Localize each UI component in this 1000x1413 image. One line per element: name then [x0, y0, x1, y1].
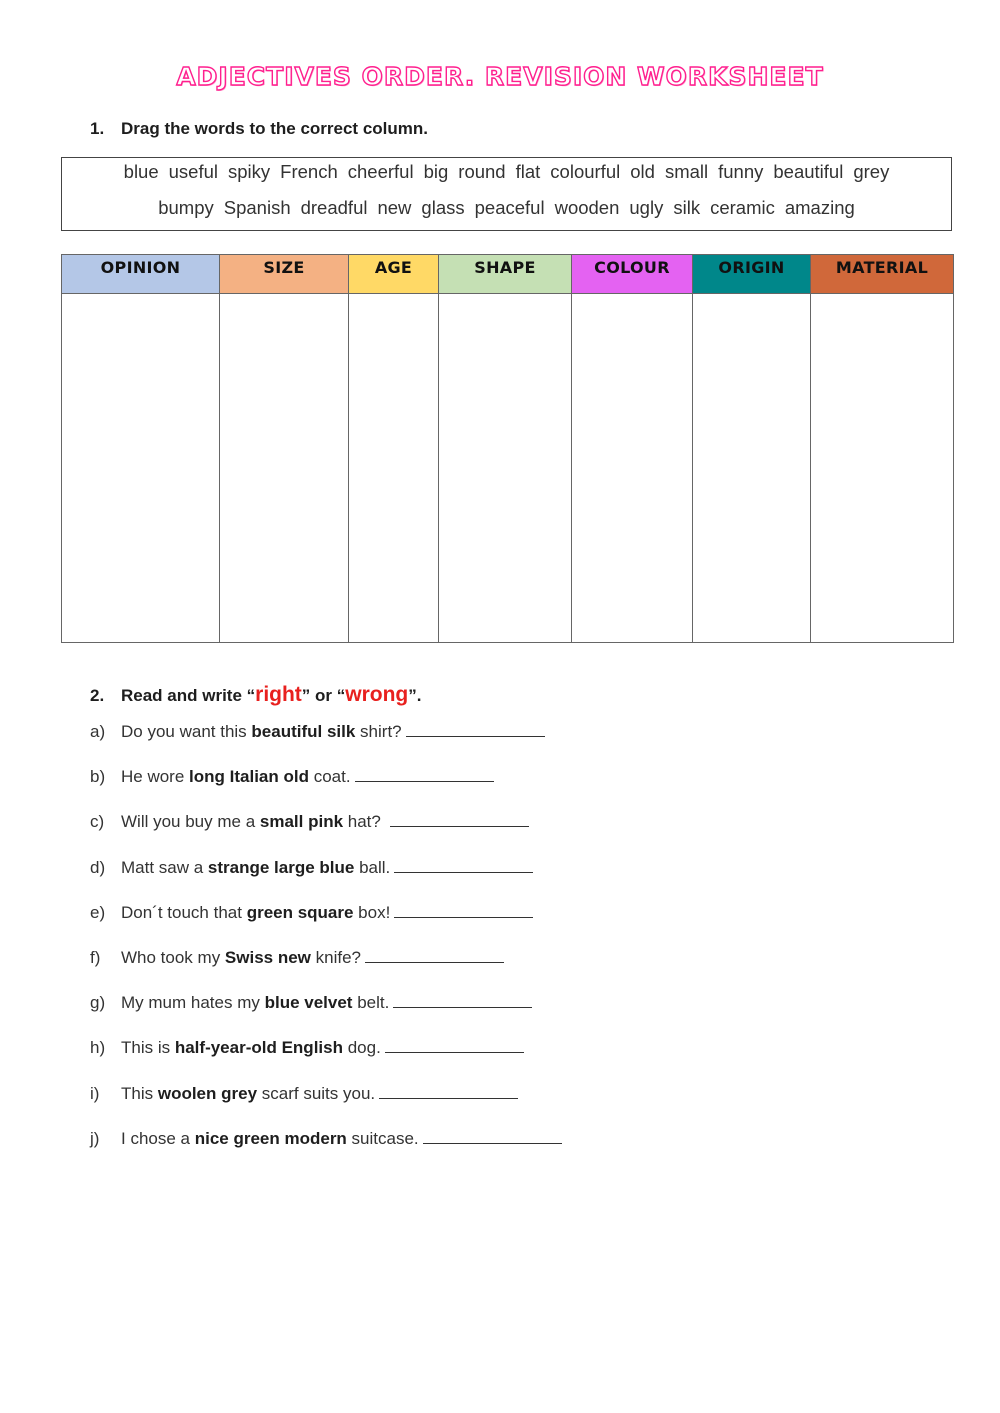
sentence-adjectives: half-year-old English — [174, 1038, 343, 1058]
sentence-item — [90, 722, 690, 767]
draggable-word[interactable]: round — [458, 161, 506, 182]
draggable-word[interactable]: spiky — [228, 161, 271, 182]
sentence-item — [90, 1084, 690, 1129]
sentence-item — [90, 812, 690, 857]
sentence-adjectives: nice green modern — [194, 1128, 347, 1148]
word-bank-line-1 — [62, 159, 951, 195]
column-header-material: MATERIAL — [811, 255, 954, 294]
sentence-letter: h) — [90, 1038, 106, 1058]
answer-blank[interactable] — [379, 1084, 518, 1099]
sentence-text-before: Don´t touch that — [121, 902, 247, 922]
answer-blank[interactable] — [394, 858, 533, 873]
draggable-word[interactable]: old — [630, 161, 655, 182]
sentence-letter: f) — [90, 947, 101, 967]
question-2-middle: ” or “ — [301, 686, 346, 705]
wrong-keyword: wrong — [345, 683, 409, 706]
sentence-adjectives: beautiful silk — [251, 722, 356, 741]
question-2-suffix: ”. — [408, 686, 422, 705]
adjective-columns-table — [61, 254, 954, 643]
sentence-item — [90, 1129, 690, 1174]
question-2-heading — [90, 683, 421, 707]
draggable-word[interactable]: grey — [853, 161, 890, 182]
sentence-text-before: Matt saw a — [121, 857, 208, 877]
draggable-word[interactable]: colourful — [550, 161, 621, 182]
drop-zone-shape[interactable] — [439, 294, 572, 643]
sentence-text-after: box! — [353, 902, 391, 922]
drop-zone-colour[interactable] — [572, 294, 693, 643]
draggable-word[interactable]: useful — [168, 161, 219, 182]
sentence-text-before: Who took my — [121, 947, 225, 967]
sentence-text-after: hat? — [343, 812, 386, 832]
sentence-adjectives: woolen grey — [157, 1083, 258, 1103]
sentence-text-after: shirt? — [355, 722, 402, 741]
sentence-adjectives: blue velvet — [264, 993, 353, 1013]
sentence-adjectives: green square — [246, 902, 354, 922]
draggable-word[interactable]: Spanish — [223, 197, 291, 218]
column-header-row — [62, 255, 954, 294]
drop-zone-size[interactable] — [220, 294, 349, 643]
draggable-word[interactable]: ceramic — [710, 197, 775, 218]
draggable-word[interactable]: dreadful — [300, 197, 368, 218]
draggable-word[interactable]: peaceful — [474, 197, 545, 218]
drop-zone-opinion[interactable] — [62, 294, 220, 643]
sentence-text-after: belt. — [352, 993, 390, 1013]
answer-blank[interactable] — [406, 722, 545, 737]
sentence-letter: j) — [90, 1128, 100, 1148]
draggable-word[interactable]: small — [664, 161, 709, 182]
sentence-text-before: I chose a — [121, 1128, 195, 1148]
draggable-word[interactable]: glass — [421, 197, 465, 218]
draggable-word[interactable]: flat — [515, 161, 541, 182]
answer-blank[interactable] — [423, 1129, 562, 1144]
sentence-letter: d) — [90, 857, 106, 877]
sentence-item — [90, 767, 690, 812]
draggable-word[interactable]: silk — [673, 197, 701, 218]
draggable-word[interactable]: beautiful — [773, 161, 844, 182]
drop-zone-row — [62, 294, 954, 643]
sentence-item — [90, 993, 690, 1038]
sentence-text-after: suitcase. — [346, 1128, 419, 1148]
column-header-shape: SHAPE — [439, 255, 572, 294]
sentence-adjectives: long Italian old — [189, 767, 309, 787]
question-1-instruction: Drag the words to the correct column. — [121, 119, 428, 138]
draggable-word[interactable]: amazing — [784, 197, 855, 218]
draggable-word[interactable]: new — [377, 197, 412, 218]
draggable-word[interactable]: funny — [718, 161, 764, 182]
column-header-origin: ORIGIN — [693, 255, 811, 294]
sentence-letter: c) — [90, 812, 105, 832]
sentence-text-after: coat. — [308, 767, 351, 787]
column-header-age: AGE — [349, 255, 439, 294]
sentence-text-before: Will you buy me a — [121, 812, 260, 832]
answer-blank[interactable] — [393, 993, 532, 1008]
draggable-word[interactable]: ugly — [629, 197, 664, 218]
sentence-letter: e) — [90, 902, 106, 922]
question-2-prefix: Read and write “ — [121, 686, 256, 705]
column-header-size: SIZE — [220, 255, 349, 294]
sentence-text-before: This is — [121, 1038, 175, 1058]
sentence-adjectives: Swiss new — [224, 947, 311, 967]
word-bank — [61, 157, 952, 231]
answer-blank[interactable] — [390, 812, 529, 827]
column-header-opinion: OPINION — [62, 255, 220, 294]
worksheet-title: ADJECTIVES ORDER. REVISION WORKSHEET — [176, 62, 824, 91]
word-bank-line-2 — [62, 195, 951, 231]
answer-blank[interactable] — [385, 1038, 524, 1053]
sentence-text-before: This — [121, 1083, 158, 1103]
draggable-word[interactable]: cheerful — [347, 161, 414, 182]
answer-blank[interactable] — [365, 948, 504, 963]
sentence-adjectives: small pink — [259, 812, 344, 832]
answer-blank[interactable] — [355, 767, 494, 782]
draggable-word[interactable]: blue — [123, 161, 159, 182]
sentence-list — [90, 722, 690, 1174]
question-1-number: 1. — [90, 119, 105, 138]
sentence-text-after: knife? — [310, 947, 361, 967]
sentence-item — [90, 903, 690, 948]
sentence-item — [90, 858, 690, 903]
draggable-word[interactable]: wooden — [554, 197, 620, 218]
sentence-text-before: Do you want this — [121, 722, 252, 741]
sentence-text-before: He wore — [121, 767, 190, 787]
draggable-word[interactable]: bumpy — [158, 197, 214, 218]
drop-zone-material[interactable] — [811, 294, 954, 643]
column-header-colour: COLOUR — [572, 255, 693, 294]
draggable-word[interactable]: big — [423, 161, 449, 182]
sentence-letter: g) — [90, 993, 106, 1013]
sentence-text-after: scarf suits you. — [257, 1083, 376, 1103]
sentence-item — [90, 1038, 690, 1083]
draggable-word[interactable]: French — [280, 161, 338, 182]
sentence-letter: a) — [90, 722, 106, 741]
sentence-text-after: ball. — [354, 857, 391, 877]
sentence-adjectives: strange large blue — [207, 857, 355, 877]
answer-blank[interactable] — [394, 903, 533, 918]
sentence-letter: i) — [90, 1083, 100, 1103]
sentence-letter: b) — [90, 767, 106, 787]
right-keyword: right — [255, 683, 302, 706]
sentence-text-before: My mum hates my — [121, 993, 265, 1013]
drop-zone-origin[interactable] — [693, 294, 811, 643]
drop-zone-age[interactable] — [349, 294, 439, 643]
question-2-number: 2. — [90, 686, 105, 705]
question-1-heading — [90, 119, 428, 139]
sentence-text-after: dog. — [342, 1038, 381, 1058]
sentence-item — [90, 948, 690, 993]
